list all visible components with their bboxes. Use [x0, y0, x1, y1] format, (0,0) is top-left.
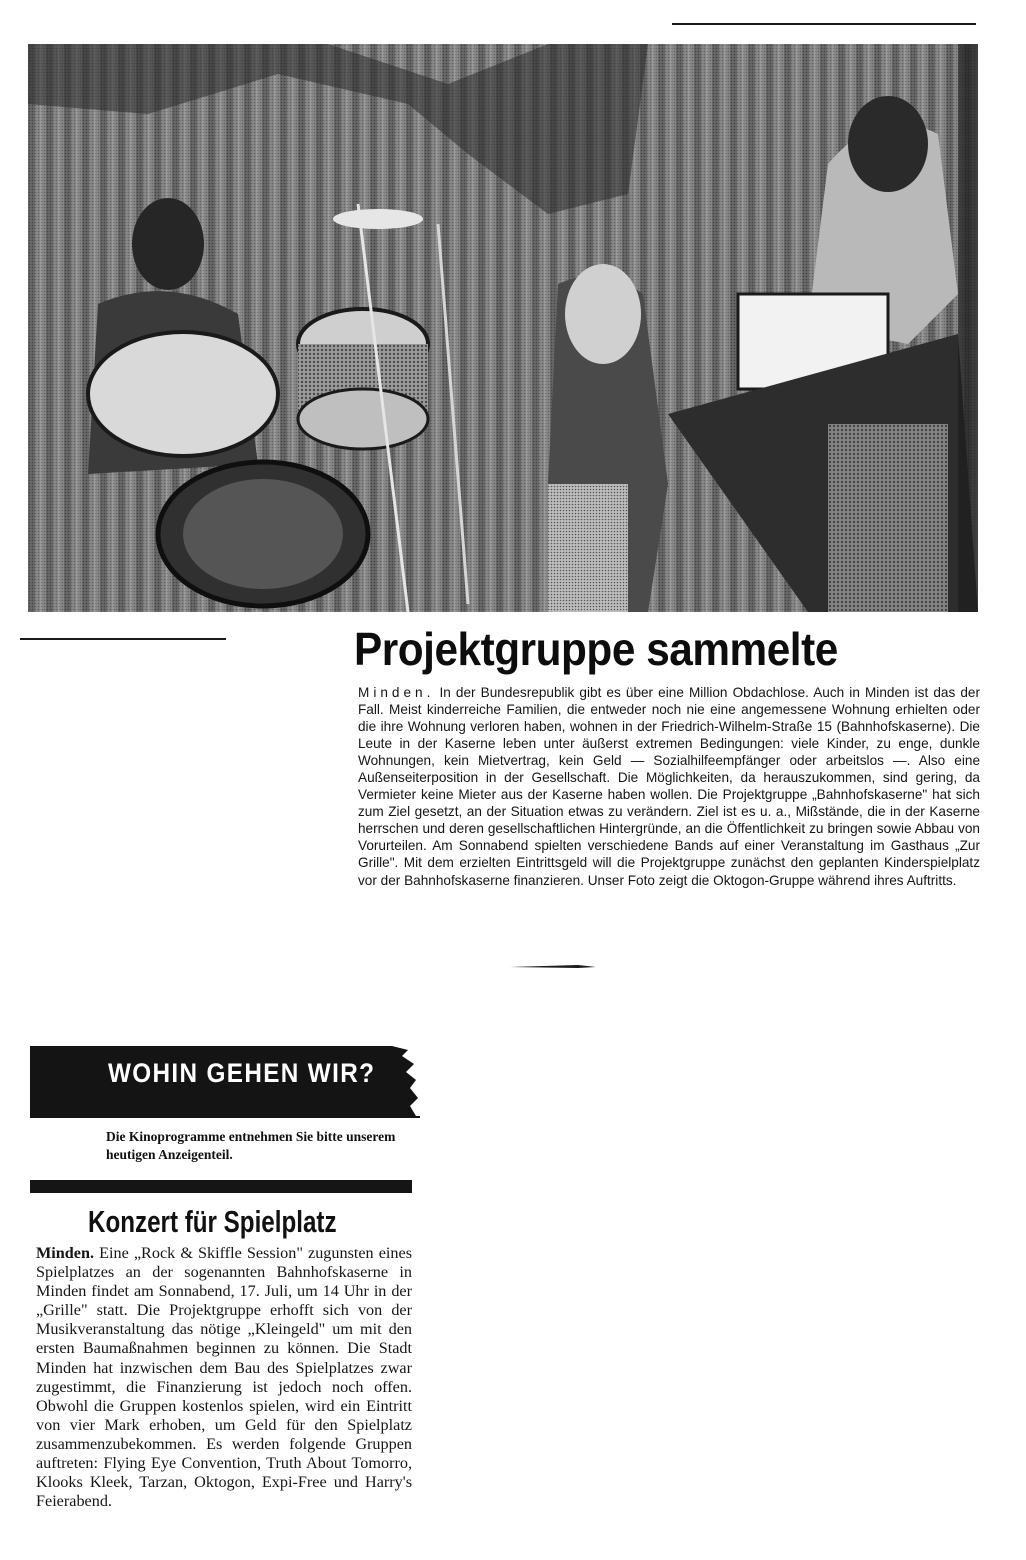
konzert-text: Eine „Rock & Skiffle Session" zugunsten eines Spielplatzes an der sogenannten Bahnhofskaserne in Minden findet am Sonnabend, 17. Juli, um 14 Uhr in der „Grille" statt. Die Projektgruppe erhofft sich von der Musikveranstaltung das nötige „Kleingeld" um mit den ersten Baumaßnahmen beginnen zu können. Die Stadt Minden hat inzwischen dem Bau des Spielplatzes zwar zugestimmt, die Finanzierung ist jedoch noch offen. Obwohl die Gruppen kostenlos spielen, wird ein Eintritt von vier Mark erhoben, um Geld für den Spielplatz zusammenzubekommen. Es werden folgende Gruppen auftreten: Flying Eye Convention, Truth About Tomorro, Klooks Kleek, Tarzan, Oktogon, Expi-Free und Harry's Feierabend. [36, 1244, 412, 1511]
banner-title: WOHIN GEHEN WIR? [108, 1058, 376, 1088]
article-headline: Projektgruppe sammelte [354, 623, 838, 675]
article-dateline: Minden. [358, 685, 435, 700]
konzert-dateline: Minden. [36, 1244, 95, 1262]
kino-note: Die Kinoprogramme entnehmen Sie bitte unserem heutigen Anzeigenteil. [106, 1129, 396, 1162]
article-text: In der Bundesrepublik gibt es über eine Million Obdachlose. Auch in Minden ist das der Fall. Meist kinderreiche Familien, die entweder noch nie eine angemessene Wohnung erhielten oder die ihre Wohnung verloren haben, wohnen in der Friedrich-Wilhelm-Straße 15 (Bahnhofskaserne). Die Leute in der Kaserne leben unter äußerst extremen Bedingungen: viele Kinder, zu enge, dunkle Wohnungen, kein Mietvertrag, kein Geld — Sozialhilfeempfänger oder arbeitslos —. Also eine Außenseiterposition in der Gesellschaft. Die Möglichkeiten, da herauszukommen, sind gering, da Vermieter keine Mieter aus der Kaserne haben wollen. Die Projektgruppe „Bahnhofskaserne" hat sich zum Ziel gesetzt, an der Situation etwas zu verändern. Ziel ist es u. a., Mißstände, die in der Kaserne herrschen und deren gesellschaftlichen Hintergründe, an die Öffentlichkeit zu bringen sowie Abbau von Vorurteilen. Am Sonnabend spielten verschiedene Bands auf einer Veranstaltung im Gasthaus „Zur Grille". Mit dem erzielten Eintrittsgeld will die Projektgruppe zunächst den geplanten Kinderspielplatz vor der Bahnhofskaserne finanzieren. Unser Foto zeigt die Oktogon-Gruppe während ihres Auftritts. [358, 685, 980, 888]
band-photo [28, 44, 978, 612]
top-rule [672, 23, 976, 25]
konzert-body [36, 1244, 412, 1511]
article-body [358, 684, 980, 889]
left-rule [20, 638, 226, 640]
end-mark-icon [508, 962, 598, 970]
konzert-headline: Konzert für Spielplatz [88, 1204, 337, 1239]
section-separator [30, 1180, 412, 1193]
